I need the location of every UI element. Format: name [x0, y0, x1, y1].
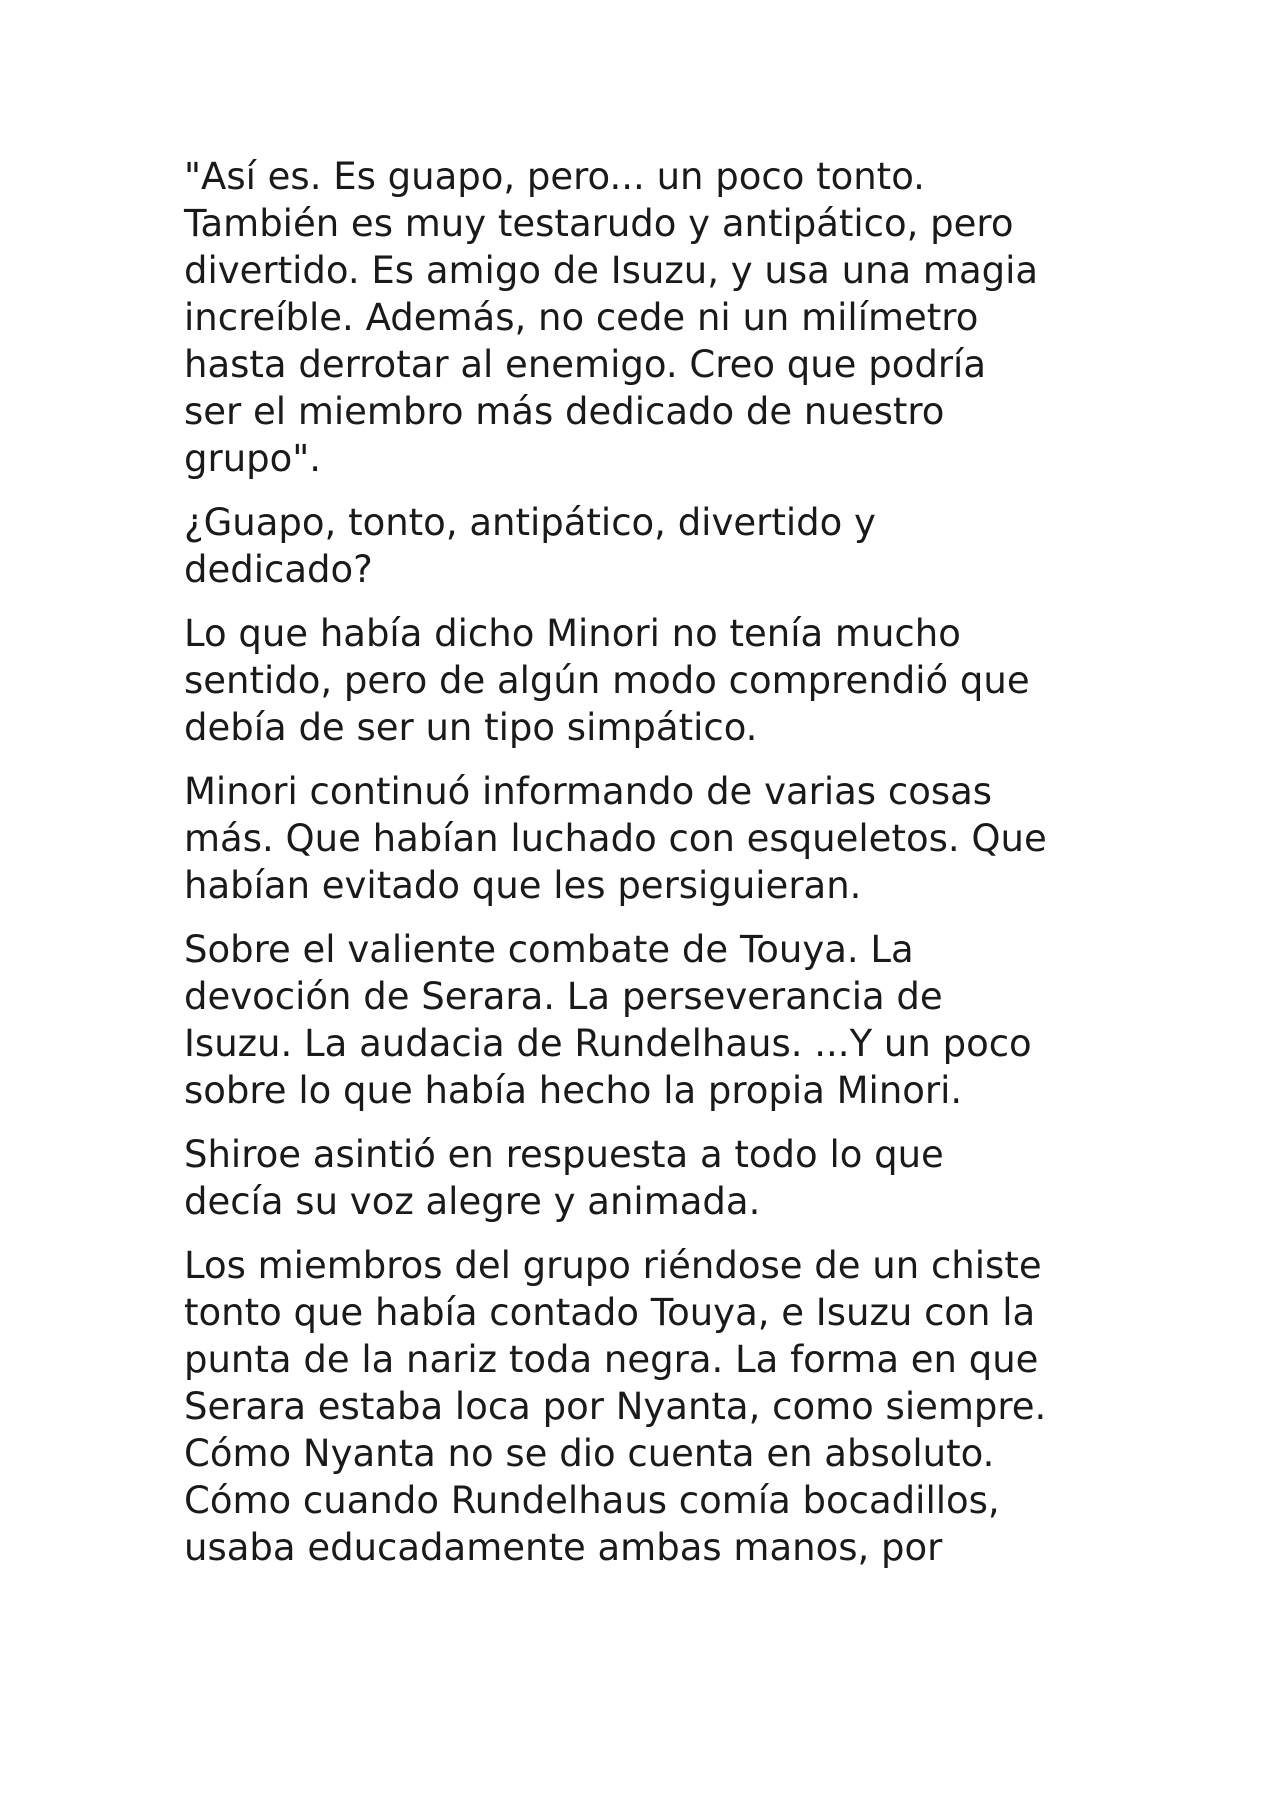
text-line: sentido, pero de algún modo comprendió que	[184, 659, 1030, 702]
text-line: ser el miembro más dedicado de nuestro	[184, 390, 945, 433]
text-line: debía de ser un tipo simpático.	[184, 706, 758, 749]
text-line: Lo que había dicho Minori no tenía mucho	[184, 612, 961, 655]
text-line: Isuzu. La audacia de Rundelhaus. ...Y un poco	[184, 1022, 1032, 1065]
text-line: Serara estaba loca por Nyanta, como siempre.	[184, 1385, 1047, 1428]
paragraph-3	[184, 610, 1104, 751]
text-line: usaba educadamente ambas manos, por	[184, 1526, 943, 1569]
paragraph-5	[184, 926, 1104, 1114]
text-line: dedicado?	[184, 548, 373, 591]
text-line: divertido. Es amigo de Isuzu, y usa una magia	[184, 249, 1039, 292]
text-line: más. Que habían luchado con esqueletos. Que	[184, 817, 1047, 860]
text-line: sobre lo que había hecho la propia Minori.	[184, 1069, 963, 1112]
text-line: Minori continuó informando de varias cosas	[184, 770, 993, 813]
text-line: punta de la nariz toda negra. La forma en que	[184, 1338, 1039, 1381]
text-line: ¿Guapo, tonto, antipático, divertido y	[184, 501, 876, 544]
text-line: grupo".	[184, 437, 322, 480]
text-line: increíble. Además, no cede ni un milímetro	[184, 296, 979, 339]
paragraph-6	[184, 1131, 1104, 1225]
text-line: Los miembros del grupo riéndose de un chiste	[184, 1244, 1042, 1287]
paragraph-4	[184, 768, 1104, 909]
paragraph-1	[184, 153, 1104, 482]
text-line: "Así es. Es guapo, pero... un poco tonto.	[184, 155, 925, 198]
text-line: devoción de Serara. La perseverancia de	[184, 975, 943, 1018]
text-line: hasta derrotar al enemigo. Creo que podría	[184, 343, 986, 386]
text-line: decía su voz alegre y animada.	[184, 1180, 761, 1223]
paragraph-2	[184, 499, 1104, 593]
text-line: Shiroe asintió en respuesta a todo lo que	[184, 1133, 944, 1176]
text-line: Cómo cuando Rundelhaus comía bocadillos,	[184, 1479, 1000, 1522]
body-text	[184, 153, 1104, 1588]
text-line: tonto que había contado Touya, e Isuzu con la	[184, 1291, 1036, 1334]
paragraph-7	[184, 1242, 1104, 1571]
text-line: habían evitado que les persiguieran.	[184, 864, 862, 907]
text-line: Sobre el valiente combate de Touya. La	[184, 928, 914, 971]
text-line: Cómo Nyanta no se dio cuenta en absoluto.	[184, 1432, 995, 1475]
text-line: También es muy testarudo y antipático, pero	[184, 202, 1014, 245]
